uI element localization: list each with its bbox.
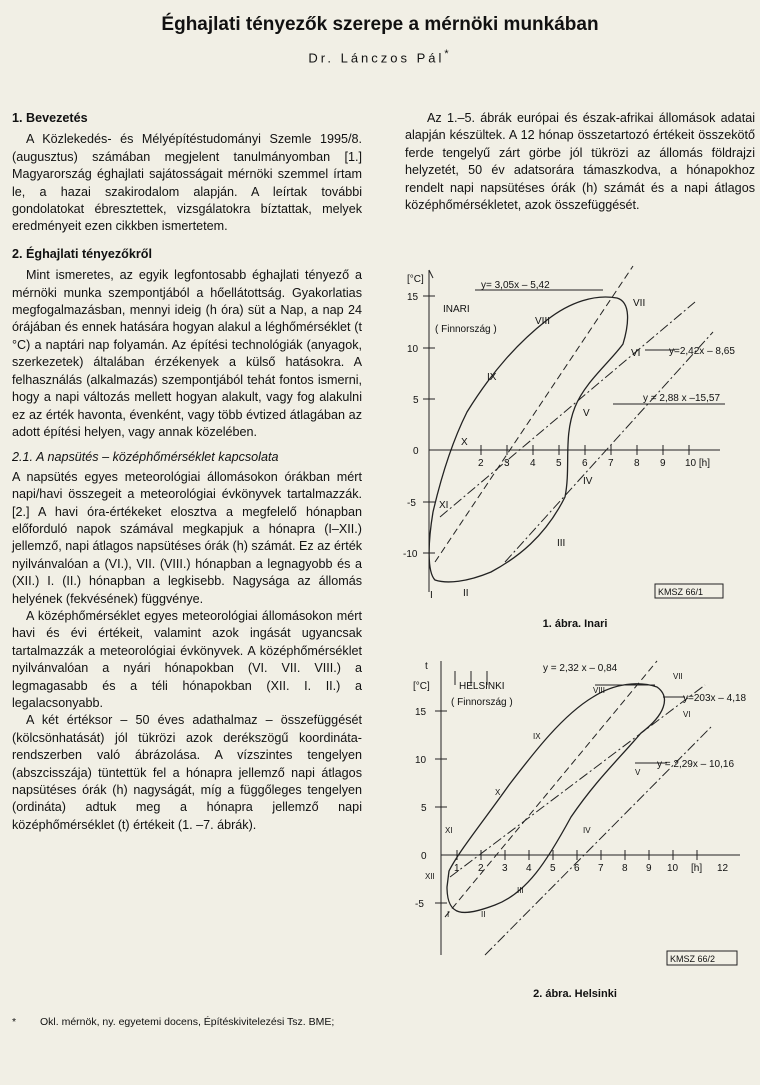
y-unit-label: [°C] (407, 274, 424, 285)
figure-2-caption: 2. ábra. Helsinki (533, 988, 617, 1000)
equation-1: y = 2,32 x – 0,84 (543, 663, 618, 674)
month-label-VI: VI (631, 348, 641, 359)
equation-3: y = 2,88 x –15,57 (643, 393, 721, 404)
x-tick-label: 4 (530, 458, 536, 469)
month-label-VII: VII (673, 672, 683, 681)
y-tick-label: 10 (407, 344, 419, 355)
section-2-1-paragraph-3: A két értéksor – 50 éves adathalmaz – összefüggését (kölcsönhatását) jól tükrözi azok derékszögű koordináta-rendszerben való ábrázolása. A vízszintes tengelyen (abszcisszája) tüntettük fel a hónapra jellemző napi átlagos napsütéses órák (h) nagyságát, míg a függőleges tengelyen (ordináta) adtuk meg a hónapra jellemző napi középhőmérséklet (t) értékeit (1. –7. ábrák). (12, 713, 362, 832)
country-label: ( Finnország ) (435, 324, 497, 335)
x-tick-label: 9 (646, 863, 652, 874)
month-label-I: I (447, 910, 450, 919)
month-label-IV: IV (583, 826, 591, 835)
month-label-VIII: VIII (593, 686, 606, 695)
x-tick-label: 7 (608, 458, 614, 469)
month-label-III: III (557, 538, 566, 549)
month-label-II: II (481, 910, 486, 919)
x-tick-label: 1 (454, 863, 460, 874)
y-unit-label: [°C] (413, 681, 430, 692)
paper-title: Éghajlati tényezők szerepe a mérnöki munkában (161, 14, 599, 35)
y-tick-label: 15 (407, 292, 419, 303)
station-label: INARI (443, 304, 470, 315)
x-tick-label: 6 (574, 863, 580, 874)
month-label-III: III (517, 886, 524, 895)
month-label-V: V (583, 408, 590, 419)
y-tick-label: 10 (415, 755, 427, 766)
section-2-1-paragraph-1: A napsütés egyes meteorológiai állomásokon órákban mért napi/havi összegeit a meteorológiai évkönyvek tartalmazzák. [2.] A havi óra-értékeket elosztva a megfelelő hónapban előforduló napok számával megkapjuk a hónapra (I–XII.) jellemző, napi átlagos napsütéses órák (h) számát. Ez az érték nyilvánvalóan a (VI.), VII. (VIII.) hónapban a legnagyobb és a (XII.) I. (II.) hónapban a legkisebb. Nagysága az állomás helyének (fekvésének) függvénye. (12, 469, 362, 606)
section-1-heading: 1. Bevezetés (12, 111, 88, 125)
stamp-label: KMSZ 66/2 (670, 954, 716, 964)
y-tick-label: -5 (407, 498, 416, 509)
figure-1-caption: 1. ábra. Inari (542, 618, 608, 630)
y-tick-label: 0 (421, 851, 427, 862)
author-name: Dr. Lánczos Pál (308, 50, 445, 66)
regression-line-2 (450, 685, 705, 877)
footnote-text: Okl. mérnök, ny. egyetemi docens, Építéskivitelezési Tsz. BME; (40, 1016, 335, 1028)
x-tick-label: 2 (478, 863, 484, 874)
month-label-VI: VI (683, 710, 691, 719)
equation-2: y=203x – 4,18 (683, 693, 747, 704)
y-axis-letter: t (425, 661, 428, 672)
x-tick-label: 8 (634, 458, 640, 469)
x-tick-label: 10 (667, 863, 679, 874)
month-label-V: V (635, 768, 641, 777)
equation-3: y = 2,29x – 10,16 (657, 759, 735, 770)
annual-cycle-curve (429, 297, 627, 582)
x-tick-label: 7 (598, 863, 604, 874)
y-tick-label: -5 (415, 899, 424, 910)
annual-cycle-curve (447, 684, 664, 913)
station-label: HELSINKI (459, 681, 505, 692)
x-tick-label: 8 (622, 863, 628, 874)
figure-2-helsinki (395, 655, 755, 975)
x-tick-label: 6 (582, 458, 588, 469)
y-tick-label: 5 (421, 803, 427, 814)
equation-2: y=2,42x – 8,65 (669, 346, 735, 357)
section-2-heading: 2. Éghajlati tényezőkről (12, 246, 152, 261)
section-2-paragraph: Mint ismeretes, az egyik legfontosabb éghajlati tényező a mérnöki munka szempontjából a hőellátottság. Gyakorlatias megfogalmazásban, mennyi ideig (h óra) süt a Nap, a nap 24 órájában és ennek hatására hogyan alakul a léghőmérséklet (t °C) a naptári nap folyamán. Az építési technológiák (anyagok, szerkezetek) általában érzékenyek a külső hatásokra. A felhasználás (alkalmazás) szempontjából tehát fontos ismerni, hogy a napi változás mellett hogyan alakult, vagy fog alakulni ez az érték havonta, évenként, vagy több évtized átlagában az adott építési helyen, vagy annak közelében. (12, 268, 362, 439)
regression-line-3 (505, 332, 713, 562)
author-line (0, 48, 760, 65)
month-label-X: X (495, 788, 501, 797)
stamp-label: KMSZ 66/1 (658, 587, 704, 597)
month-label-IX: IX (487, 372, 497, 383)
month-label-IV: IV (583, 476, 593, 487)
section-1-paragraph: A Közlekedés- és Mélyépítéstudományi Szemle 1995/8. (augusztus) számában megjelent tanulmányomban [1.] Magyarország éghajlati sajátosságait mérnöki szemmel írtam le, a hazai szakirodalom alapján. A leírtak további gondolatokat ébresztettek, vizsgálatokra bíztattak, melyek eredményeit ezen cikkben ismertetem. (12, 132, 362, 234)
y-tick-label: 5 (413, 395, 419, 406)
author-footnote-mark: * (444, 48, 452, 60)
section-2-1-paragraph-2: A középhőmérséklet egyes meteorológiai állomásokon mért havi és évi értékeit, valamint azok ingását ugyancsak tartalmazzák a meteorológiai évkönyvek. A középhőmérséklet nyilvánvalóan a nyári hónapokban (VI. VII. VIII.) a legmagasabb és a téli hónapokban (XII. I. II.) a legalacsonyabb. (12, 608, 362, 710)
x-tick-label: 12 (717, 863, 729, 874)
footnote-mark: * (12, 1016, 17, 1028)
x-tick-label: 5 (556, 458, 562, 469)
x-unit-label: 10 [h] (685, 458, 711, 469)
x-tick-label: 9 (660, 458, 666, 469)
month-label-XII: XII (425, 872, 435, 881)
x-tick-label: 3 (504, 458, 510, 469)
y-tick-label: 15 (415, 707, 427, 718)
footnote (12, 1016, 412, 1028)
x-unit-label: [h] (691, 863, 703, 874)
month-label-II: II (463, 588, 469, 599)
x-tick-label: 3 (502, 863, 508, 874)
figure-1-inari (395, 262, 755, 607)
month-label-IX: IX (533, 732, 541, 741)
month-label-X: X (461, 437, 468, 448)
month-label-VIII: VIII (535, 316, 551, 327)
month-label-XI: XI (439, 500, 449, 511)
equation-1: y= 3,05x – 5,42 (481, 280, 550, 291)
month-label-I: I (430, 590, 433, 601)
month-label-VII: VII (633, 298, 646, 309)
y-tick-label: 0 (413, 446, 419, 457)
section-2-1-heading: 2.1. A napsütés – középhőmérséklet kapcsolata (12, 450, 279, 465)
x-tick-label: 2 (478, 458, 484, 469)
right-paragraph: Az 1.–5. ábrák európai és észak-afrikai állomások adatai alapján készültek. A 12 hónap összetartozó értékeit összekötő ferde tengelyű zárt görbe jól tükrözi az állomás földrajzi helyzetét, 50 év adatsorára támaszkodva, a hónapokhoz rendelt napi napsütéses órák (h) számát és a napi átlagos középhőmérsékletet, azok összefüggését. (405, 111, 755, 213)
month-label-XI: XI (445, 826, 453, 835)
left-column (12, 110, 362, 834)
x-tick-label: 5 (550, 863, 556, 874)
y-tick-label: -10 (403, 549, 418, 560)
country-label: ( Finnország ) (451, 697, 513, 708)
right-column (405, 110, 755, 214)
x-tick-label: 4 (526, 863, 532, 874)
